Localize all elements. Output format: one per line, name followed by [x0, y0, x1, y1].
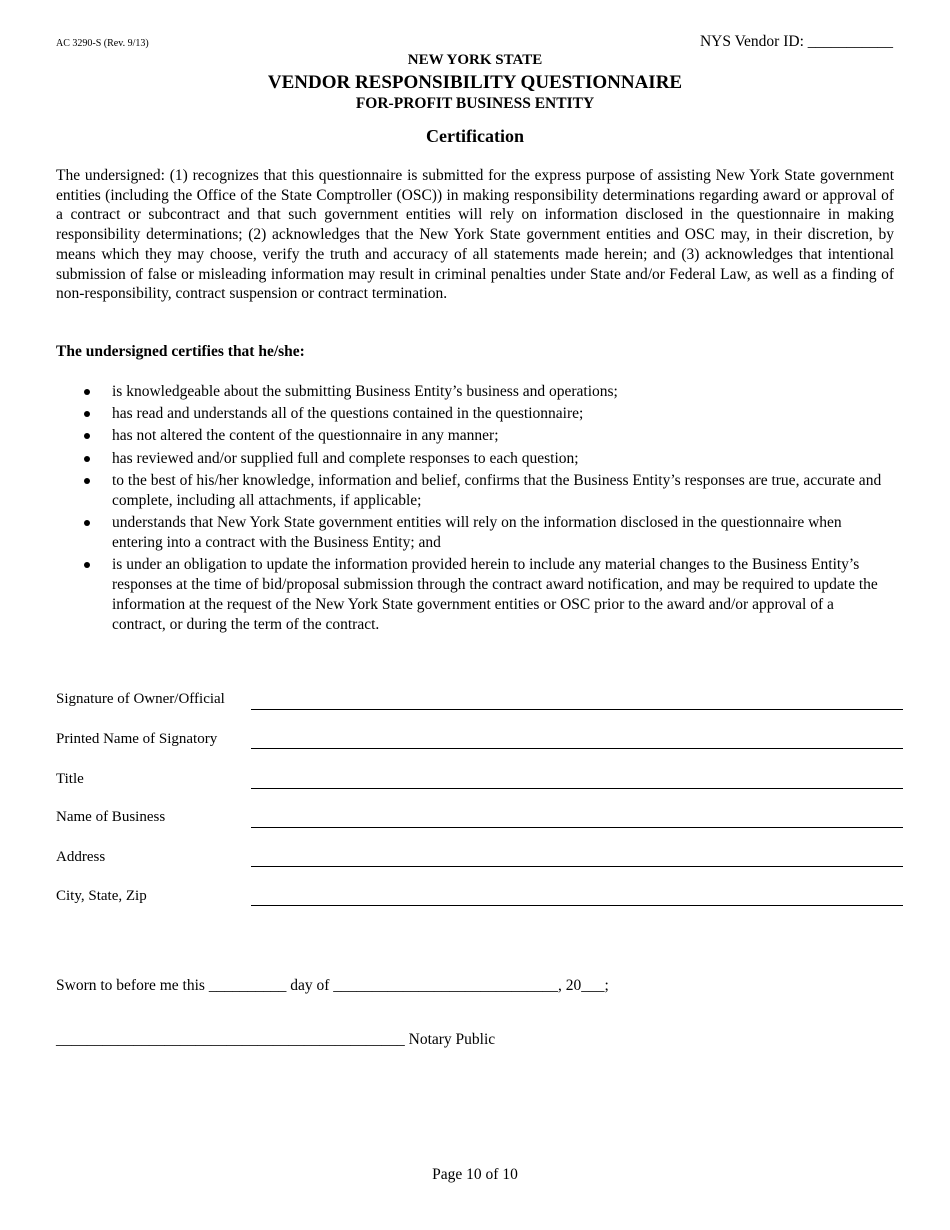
bullet-icon [84, 433, 90, 439]
title-label: Title [56, 771, 84, 787]
list-item-text: to the best of his/her knowledge, information and belief, confirms that the Business Entity’s responses are true, accurate and complete, including all attachments, if applicable; [112, 471, 882, 509]
list-item [82, 555, 882, 635]
list-item [82, 382, 882, 402]
signature-label: Signature of Owner/Official [56, 691, 225, 707]
list-item [82, 426, 882, 446]
title-field[interactable] [251, 788, 903, 789]
page-number: Page 10 of 10 [432, 1166, 518, 1183]
signature-field[interactable] [251, 709, 903, 710]
list-item [82, 449, 882, 469]
list-item [82, 404, 882, 424]
questionnaire-title: VENDOR RESPONSIBILITY QUESTIONNAIRE [267, 72, 683, 93]
printed-name-field[interactable] [251, 748, 903, 749]
bullet-icon [84, 520, 90, 526]
bullet-icon [84, 411, 90, 417]
intro-paragraph: The undersigned: (1) recognizes that this questionnaire is submitted for the express purpose of assisting New York State government entities (including the Office of the State Comptroller (OSC)) in making responsibility determinations regarding award or approval of a contract or subcontract and that such government entities will rely on information disclosed in the questionnaire in making responsibility determinations; (2) acknowledges that the New York State government entities and OSC may, in their discretion, by means which they may choose, verify the truth and accuracy of all statements made herein; and (3) acknowledges that intentional submission of false or misleading information may result in criminal penalties under State and/or Federal Law, as well as a finding of non-responsibility, contract suspension or contract termination. [56, 167, 894, 303]
bullet-icon [84, 389, 90, 395]
section-title: Certification [426, 126, 524, 146]
list-item-text: is under an obligation to update the information provided herein to include any material changes to the Business Entity’s responses at the time of bid/proposal submission through the contract award notification, and may be required to update the information at the request of the New York State government entities or OSC prior to the award and/or approval of a contract, or during the term of the contract. [112, 556, 878, 634]
list-item-text: understands that New York State government entities will rely on the information disclosed in the questionnaire when entering into a contract with the Business Entity; and [112, 513, 842, 551]
city-state-zip-label: City, State, Zip [56, 888, 147, 904]
state-heading: NEW YORK STATE [407, 52, 543, 68]
vendor-id-field[interactable]: NYS Vendor ID: ___________ [699, 33, 893, 50]
bullet-icon [84, 562, 90, 568]
list-item-text: has read and understands all of the questions contained in the questionnaire; [112, 405, 584, 423]
address-field[interactable] [251, 866, 903, 867]
notary-public-line[interactable]: _____________________________________________ Notary Public [56, 1031, 496, 1048]
list-item [82, 471, 882, 511]
bullet-icon [84, 456, 90, 462]
business-name-label: Name of Business [56, 809, 166, 825]
bullet-icon [84, 478, 90, 484]
address-label: Address [56, 849, 106, 865]
sworn-statement[interactable]: Sworn to before me this __________ day of _____________________________, 20___; [56, 977, 609, 994]
entity-type-heading: FOR-PROFIT BUSINESS ENTITY [355, 95, 595, 112]
list-item-text: has not altered the content of the questionnaire in any manner; [112, 427, 499, 445]
certification-list [82, 382, 882, 637]
printed-name-label: Printed Name of Signatory [56, 731, 218, 747]
list-item [82, 513, 882, 553]
city-state-zip-field[interactable] [251, 905, 903, 906]
list-item-text: has reviewed and/or supplied full and complete responses to each question; [112, 449, 579, 467]
business-name-field[interactable] [251, 827, 903, 828]
list-item-text: is knowledgeable about the submitting Business Entity’s business and operations; [112, 383, 618, 400]
certifies-heading: The undersigned certifies that he/she: [56, 343, 305, 360]
form-id: AC 3290-S (Rev. 9/13) [56, 38, 149, 49]
